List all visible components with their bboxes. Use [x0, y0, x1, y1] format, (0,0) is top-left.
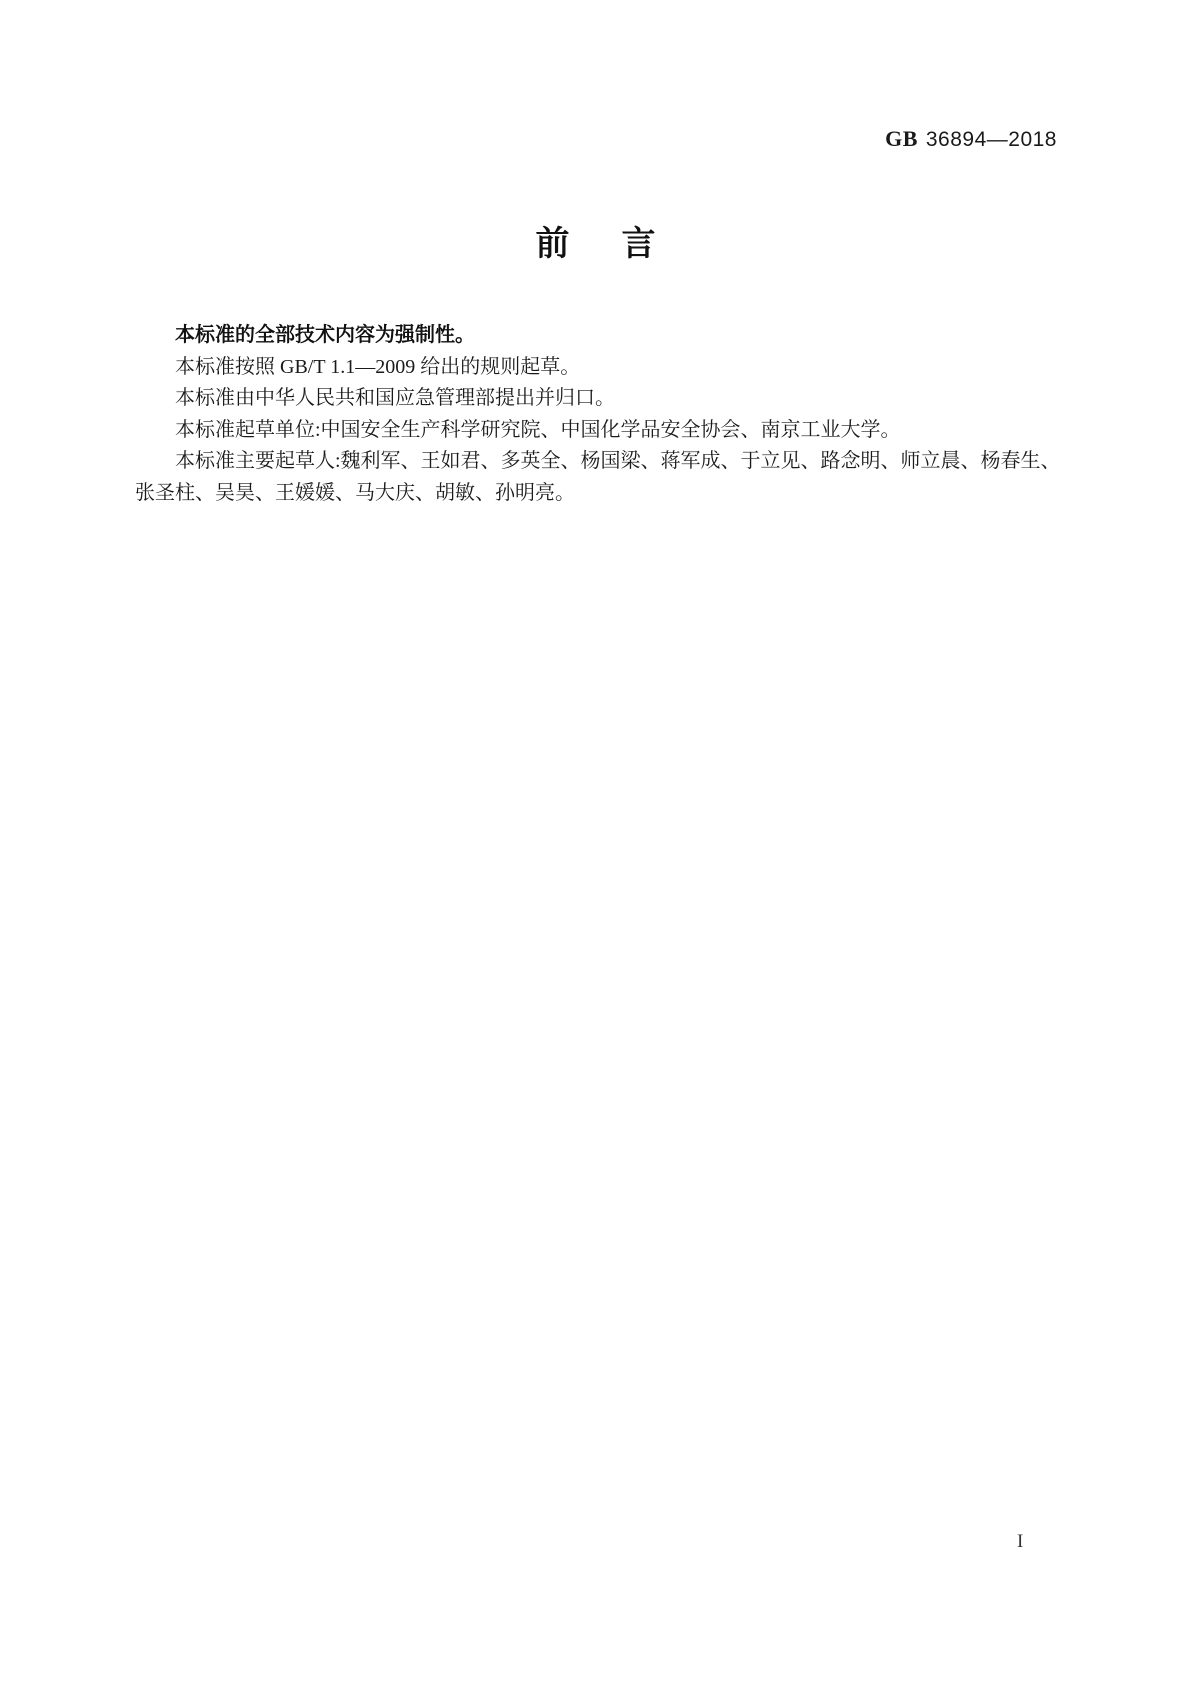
paragraph-drafters-line-1: 本标准主要起草人:魏利军、王如君、多英全、杨国梁、蒋军成、于立见、路念明、师立晨、杨春生、 — [175, 450, 1061, 472]
page-number: I — [1017, 1531, 1024, 1552]
paragraph-mandatory-notice: 本标准的全部技术内容为强制性。 — [175, 324, 475, 346]
paragraph-drafters-line-2: 张圣柱、吴昊、王媛媛、马大庆、胡敏、孙明亮。 — [135, 481, 575, 504]
page-title — [0, 226, 1191, 262]
page-title-char-2: 言 — [621, 225, 656, 263]
foreword-body — [135, 320, 1075, 509]
page-title-char-1: 前 — [535, 225, 570, 263]
standard-code-prefix: GB — [885, 126, 918, 151]
paragraph-drafting-organizations: 本标准起草单位:中国安全生产科学研究院、中国化学品安全协会、南京工业大学。 — [175, 418, 901, 441]
paragraph-drafting-rules: 本标准按照 GB/T 1.1—2009 给出的规则起草。 — [175, 355, 581, 378]
standard-code-number: 36894—2018 — [925, 128, 1057, 151]
standard-code-header — [885, 126, 1057, 152]
paragraph-proposing-body: 本标准由中华人民共和国应急管理部提出并归口。 — [175, 387, 615, 409]
